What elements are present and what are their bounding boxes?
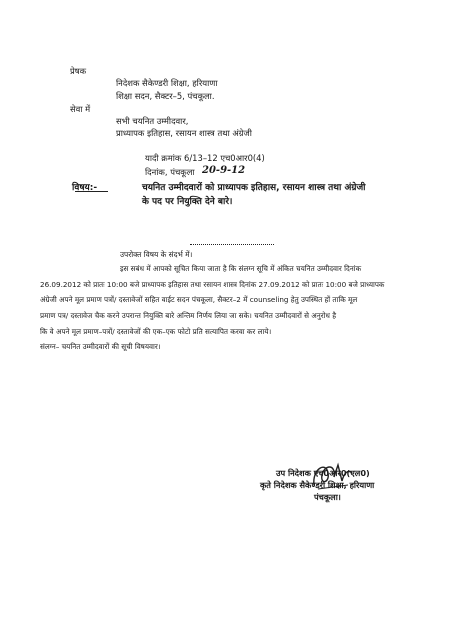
body-line: कि वे अपने मूल प्रमाण–पत्रों/ दस्तावेजों की एक–एक फोटो प्रति सत्यापित करवा कर लाये।	[40, 327, 272, 336]
sender-line-2: शिक्षा सदन, सैक्टर–5, पंचकूला.	[116, 91, 215, 101]
recipient-line-1: सभी चयनित उम्मीदवार,	[116, 116, 189, 126]
handwritten-date: 20-9-12	[202, 165, 246, 176]
signature-line-2: कृते निदेशक सैकेण्डरी शिक्षा, हरियाणा	[260, 480, 375, 490]
subject-label: विषय:-	[72, 183, 98, 193]
sender-label: प्रेषक	[70, 66, 87, 76]
signature-line-3: पंचकूला।	[314, 492, 341, 502]
recipient-label: सेवा में	[70, 104, 91, 114]
signature-line-1: उप निदेशक एच0आर0(एल0)	[276, 468, 370, 478]
subject-line-1: चयनित उम्मीदवारों को प्राध्यापक इतिहास, रसायन शास्त्र तथा अंग्रेजी	[142, 183, 366, 193]
body-line: इस सबंध में आपको सूचित किया जाता है कि संलग्न सूचि में अंकित चयनित उम्मीदवार दिनांक	[120, 264, 362, 273]
body-line: 26.09.2012 को प्रातः 10:00 बजे प्राध्यापक इतिहास तथा रसायन शास्त्र दिनांक 27.09.2012 को प्रातः 10:00 बजे प्राध्यापक	[40, 280, 385, 289]
sender-line-1: निदेशक सैकेण्डरी शिक्षा, हरियाणा	[116, 78, 218, 88]
date-label: दिनांक, पंचकूला	[145, 167, 195, 177]
body-line: अंग्रेजी अपने मूल प्रमाण पत्रों/ दस्तावेजों सहित वाईट सदन पंचकूला, सैक्टर–2 में counseling हेतु उपस्थित हों ताकि मूल	[40, 295, 358, 304]
subject-underline	[75, 191, 108, 192]
subject-line-2: के पद पर नियुक्ति देने बारे।	[142, 197, 233, 207]
reference-line: उपरोक्त विषय के संदर्भ में।	[120, 250, 193, 259]
body-line: प्रमाण पत्र/ दस्तावेज चैक करने उपरान्त नियुक्ति बारे अन्तिम निर्णय लिया जा सके। चयनित उम्मीदवारों से अनुरोध है	[40, 311, 337, 320]
recipient-line-2: प्राध्यापक इतिहास, रसायन शास्त्र तथा अंग्रेजी	[116, 128, 252, 138]
memo-number: यादी क्रमांक 6/13–12 एच0आर0(4)	[145, 153, 265, 163]
enclosure-line: संलग्न– चयनित उम्मीदवारों की सूची विषयवार।	[40, 342, 161, 351]
separator-dots	[190, 244, 274, 245]
